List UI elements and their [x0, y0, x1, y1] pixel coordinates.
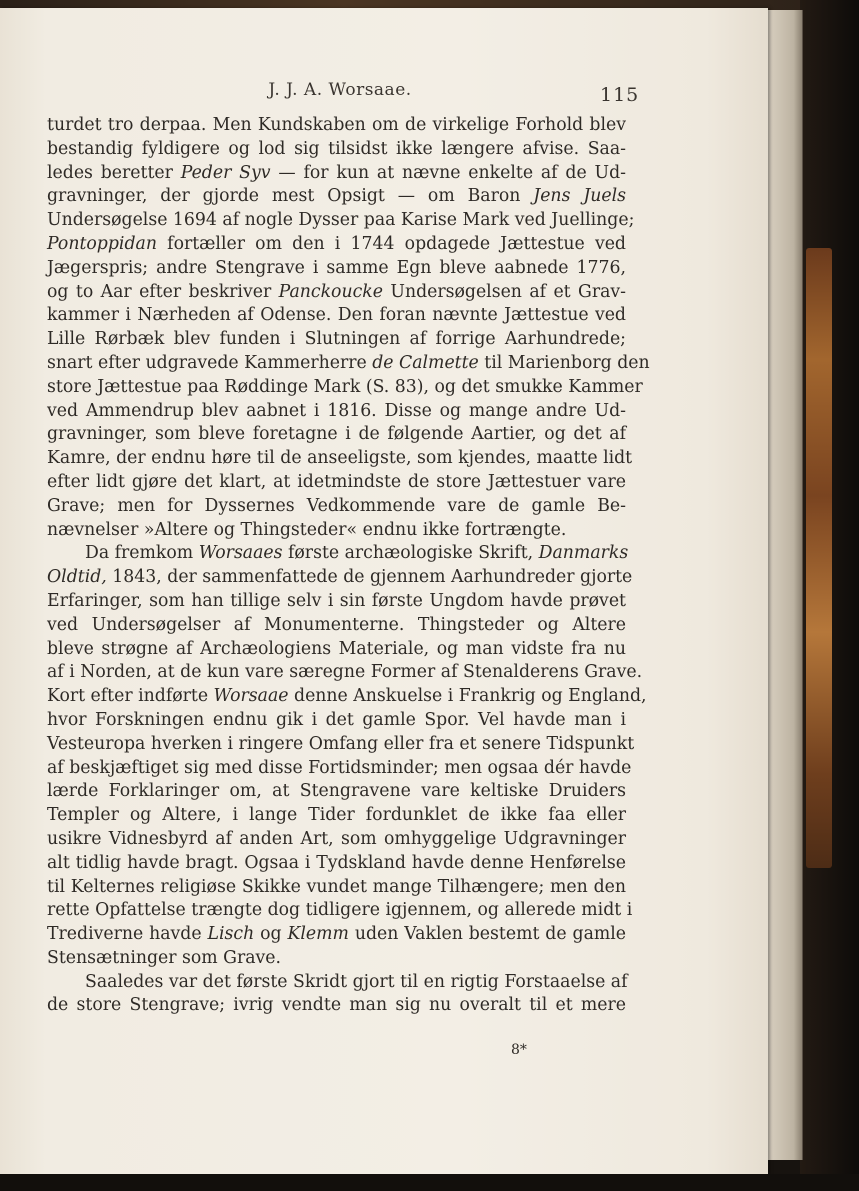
text-segment: usikre Vidnesbyrd af anden Art, som omhyggelige Udgravninger	[47, 828, 626, 849]
text-line	[47, 542, 629, 566]
italic-name: Klemm	[287, 924, 349, 945]
text-line	[47, 138, 626, 162]
text-segment: Trediverne havde	[47, 924, 208, 945]
page-number: 115	[600, 84, 640, 106]
text-line	[47, 876, 626, 900]
text-line	[47, 162, 626, 186]
text-segment: bleve strøgne af Archæologiens Materiale, og man vidste fra nu	[47, 638, 626, 659]
text-segment: store Jættestue paa Røddinge Mark (S. 83), og det smukke Kammer	[47, 376, 643, 397]
italic-name: Danmarks	[538, 543, 629, 564]
text-segment: og	[254, 924, 288, 945]
running-title: J. J. A. Worsaae.	[268, 80, 412, 100]
text-line	[47, 209, 635, 233]
italic-name: de Calmette	[372, 352, 479, 373]
text-segment: efter lidt gjøre det klart, at idetmindste de store Jættestuer vare	[47, 471, 626, 492]
text-segment: af i Norden, at de kun vare særegne Former af Stenalderens Grave.	[47, 662, 643, 683]
text-segment: uden Vaklen bestemt de gamle	[348, 924, 627, 945]
text-segment: lærde Forklaringer om, at Stengravene vare keltiske Druiders	[47, 781, 626, 802]
book-bottom-edge	[0, 1174, 859, 1191]
text-line	[47, 757, 632, 781]
text-line	[47, 899, 633, 923]
text-line	[47, 614, 626, 638]
text-line	[47, 114, 626, 138]
text-segment: 1843, der sammenfattede de gjennem Aarhundreder gjorte	[106, 567, 633, 588]
text-segment: Undersøgelse 1694 af nogle Dysser paa Karise Mark ved Juellinge;	[47, 210, 635, 231]
text-segment: ledes beretter	[47, 162, 181, 183]
italic-name: Lisch	[207, 924, 255, 945]
text-segment: — for kun at nævne enkelte af de Ud-	[270, 162, 626, 183]
text-line	[47, 947, 626, 971]
text-segment: alt tidlig havde bragt. Ogsaa i Tydskland havde denne Henførelse	[47, 852, 626, 873]
text-segment: Vesteuropa hverken i ringere Omfang eller fra et senere Tidspunkt	[47, 733, 635, 754]
text-line	[47, 376, 643, 400]
text-line	[47, 471, 626, 495]
text-segment: Kort efter indførte	[47, 686, 214, 707]
text-line	[47, 994, 626, 1018]
text-segment: bestandig fyldigere og lod sig tilsidst ikke længere afvise. Saa-	[47, 138, 626, 159]
text-segment: ved Undersøgelser af Monumenterne. Thingsteder og Altere	[47, 614, 626, 635]
text-segment: første archæologiske Skrift,	[282, 543, 539, 564]
text-line	[47, 400, 626, 424]
text-line	[47, 519, 626, 543]
italic-name: Peder Syv	[180, 162, 271, 183]
running-header	[0, 80, 768, 110]
italic-name: Panckoucke	[278, 281, 383, 302]
italic-name: Oldtid,	[47, 567, 107, 588]
text-line	[47, 185, 626, 209]
text-line	[47, 685, 647, 709]
text-segment: snart efter udgravede Kammerherre	[47, 352, 373, 373]
body-text	[47, 114, 650, 1018]
text-line	[47, 566, 633, 590]
text-segment: turdet tro derpaa. Men Kundskaben om de virkelige Forhold blev	[47, 115, 626, 135]
text-segment: nævnelser »Altere og Thingsteder« endnu ikke fortrængte.	[47, 519, 567, 540]
text-segment: gravninger, der gjorde mest Opsigt — om Baron	[47, 186, 534, 207]
italic-name: Worsaaes	[198, 543, 283, 564]
text-line	[47, 661, 643, 685]
text-segment: hvor Forskningen endnu gik i det gamle Spor. Vel havde man i	[47, 709, 626, 730]
text-line	[47, 828, 626, 852]
text-line	[47, 495, 626, 519]
text-segment: og to Aar efter beskriver	[47, 281, 279, 302]
text-line	[47, 233, 626, 257]
text-line	[47, 852, 626, 876]
text-line	[47, 423, 626, 447]
text-segment: Grave; men for Dyssernes Vedkommende vare de gamle Be-	[47, 495, 626, 516]
text-segment: Jægerspris; andre Stengrave i samme Egn bleve aabnede 1776,	[47, 257, 626, 278]
text-segment: Undersøgelsen af et Grav-	[382, 281, 626, 302]
text-segment: af beskjæftiget sig med disse Fortidsminder; men ogsaa dér havde	[47, 757, 632, 778]
italic-name: Jens Juels	[533, 186, 627, 207]
signature-mark: 8*	[511, 1042, 527, 1058]
text-line	[47, 304, 626, 328]
text-line	[47, 590, 626, 614]
italic-name: Worsaae	[213, 686, 289, 707]
text-segment: kammer i Nærheden af Odense. Den foran nævnte Jættestue ved	[47, 305, 626, 326]
text-line	[47, 709, 626, 733]
text-segment: Templer og Altere, i lange Tider fordunklet de ikke faa eller	[47, 805, 626, 826]
text-line	[47, 733, 635, 757]
text-segment: gravninger, som bleve foretagne i de følgende Aartier, og det af	[47, 424, 626, 445]
text-segment: fortæller om den i 1744 opdagede Jættestue ved	[156, 233, 626, 254]
text-segment: denne Anskuelse i Frankrig og England,	[288, 686, 647, 707]
text-line	[47, 447, 633, 471]
text-line	[47, 281, 626, 305]
text-segment: ved Ammendrup blev aabnet i 1816. Disse og mange andre Ud-	[47, 400, 626, 421]
text-line	[47, 923, 626, 947]
italic-name: Pontoppidan	[47, 233, 157, 254]
text-segment: Saaledes var det første Skridt gjort til en rigtig Forstaaelse af	[85, 971, 628, 992]
text-line	[47, 804, 626, 828]
text-line	[47, 971, 626, 995]
text-segment: til Marienborg den	[478, 352, 650, 373]
text-segment: Erfaringer, som han tillige selv i sin første Ungdom havde prøvet	[47, 590, 626, 611]
text-segment: Da fremkom	[85, 543, 199, 564]
text-segment: til Kelternes religiøse Skikke vundet mange Tilhængere; men den	[47, 876, 626, 897]
text-line	[47, 328, 626, 352]
text-segment: Lille Rørbæk blev funden i Slutningen af forrige Aarhundrede;	[47, 329, 626, 350]
text-segment: Kamre, der endnu høre til de anseeligste, som kjendes, maatte lidt	[47, 448, 633, 469]
text-line	[47, 780, 626, 804]
text-segment: Stensætninger som Grave.	[47, 947, 282, 968]
text-segment: rette Opfattelse trængte dog tidligere igjennem, og allerede midt i	[47, 900, 633, 921]
text-line	[47, 352, 650, 376]
text-line	[47, 257, 626, 281]
spine-leather-band	[806, 248, 832, 868]
text-segment: de store Stengrave; ivrig vendte man sig nu overalt til et mere	[47, 995, 626, 1016]
text-line	[47, 638, 626, 662]
